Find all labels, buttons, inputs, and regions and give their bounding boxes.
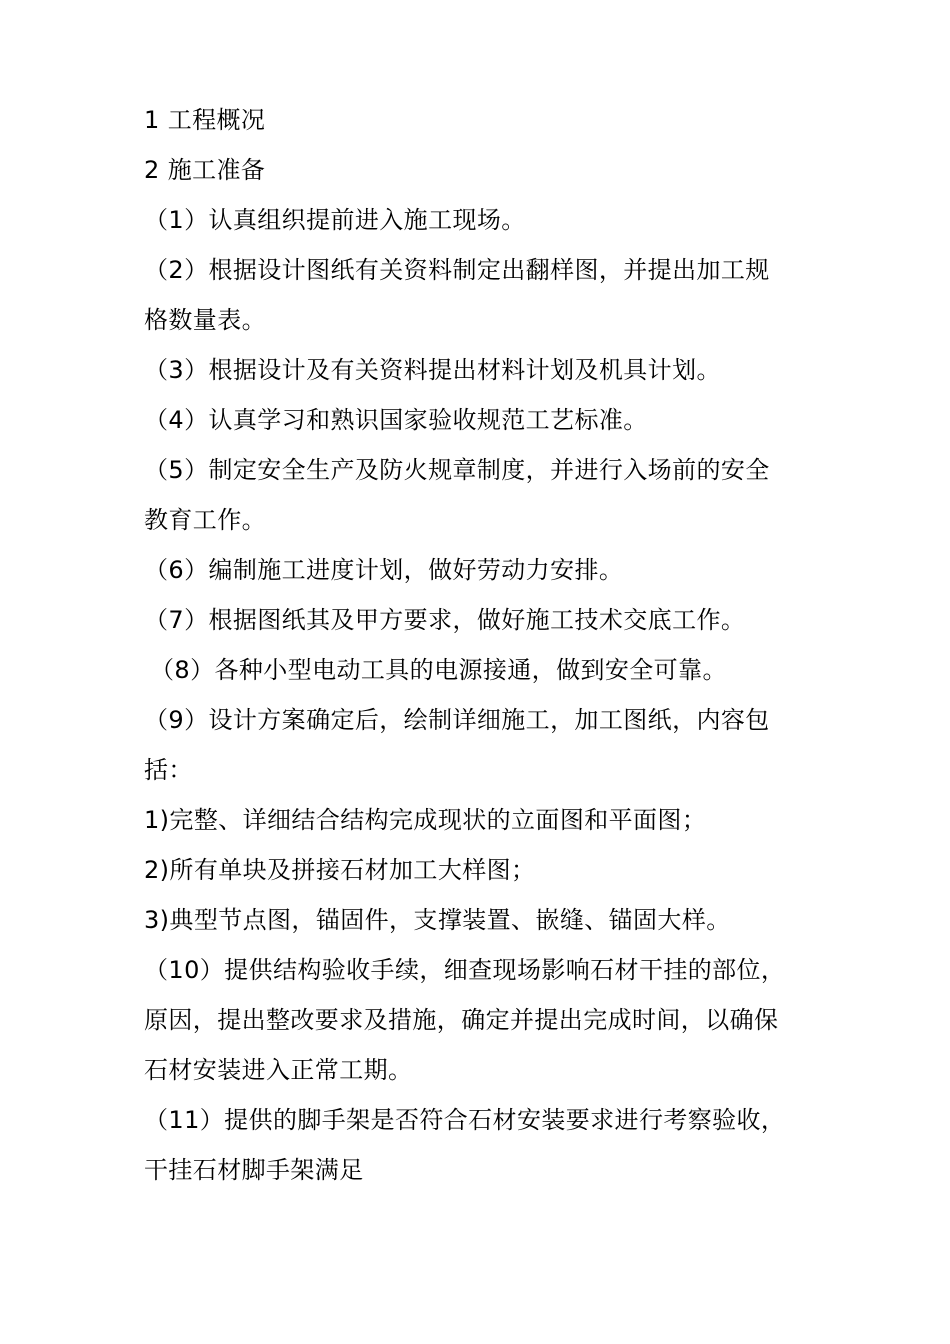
paragraph-line: （3）根据设计及有关资料提出材料计划及机具计划。: [144, 356, 721, 384]
list-item: 2)所有单块及拼接石材加工大样图；: [144, 856, 536, 884]
paragraph-line: （5）制定安全生产及防火规章制度，并进行入场前的安全: [144, 456, 770, 484]
list-item: 3)典型节点图，锚固件，支撑装置、嵌缝、锚固大样。: [144, 906, 731, 934]
paragraph-line: 括：: [144, 756, 193, 784]
list-item: 1)完整、详细结合结构完成现状的立面图和平面图；: [144, 806, 707, 834]
paragraph-line: 石材安装进入正常工期。: [144, 1056, 413, 1084]
paragraph-line: （9）设计方案确定后，绘制详细施工，加工图纸，内容包: [144, 706, 770, 734]
paragraph-line: （1）认真组织提前进入施工现场。: [144, 206, 526, 234]
paragraph-line: （11）提供的脚手架是否符合石材安装要求进行考察验收，: [144, 1106, 786, 1134]
paragraph-line: （8）各种小型电动工具的电源接通，做到安全可靠。: [150, 656, 727, 684]
paragraph-line: 格数量表。: [144, 306, 266, 334]
paragraph-line: （10）提供结构验收手续，细查现场影响石材干挂的部位，: [144, 956, 786, 984]
section-heading-overview: 1 工程概况: [144, 106, 266, 134]
paragraph-line: 干挂石材脚手架满足: [144, 1156, 364, 1184]
paragraph-line: 教育工作。: [144, 506, 266, 534]
paragraph-line: （4）认真学习和熟识国家验收规范工艺标准。: [144, 406, 648, 434]
paragraph-line: （7）根据图纸其及甲方要求，做好施工技术交底工作。: [144, 606, 746, 634]
paragraph-line: 原因，提出整改要求及措施，确定并提出完成时间，以确保: [144, 1006, 779, 1034]
document-body: [144, 95, 814, 1195]
paragraph-line: （2）根据设计图纸有关资料制定出翻样图，并提出加工规: [144, 256, 770, 284]
section-heading-preparation: 2 施工准备: [144, 156, 266, 184]
paragraph-line: （6）编制施工进度计划，做好劳动力安排。: [144, 556, 624, 584]
